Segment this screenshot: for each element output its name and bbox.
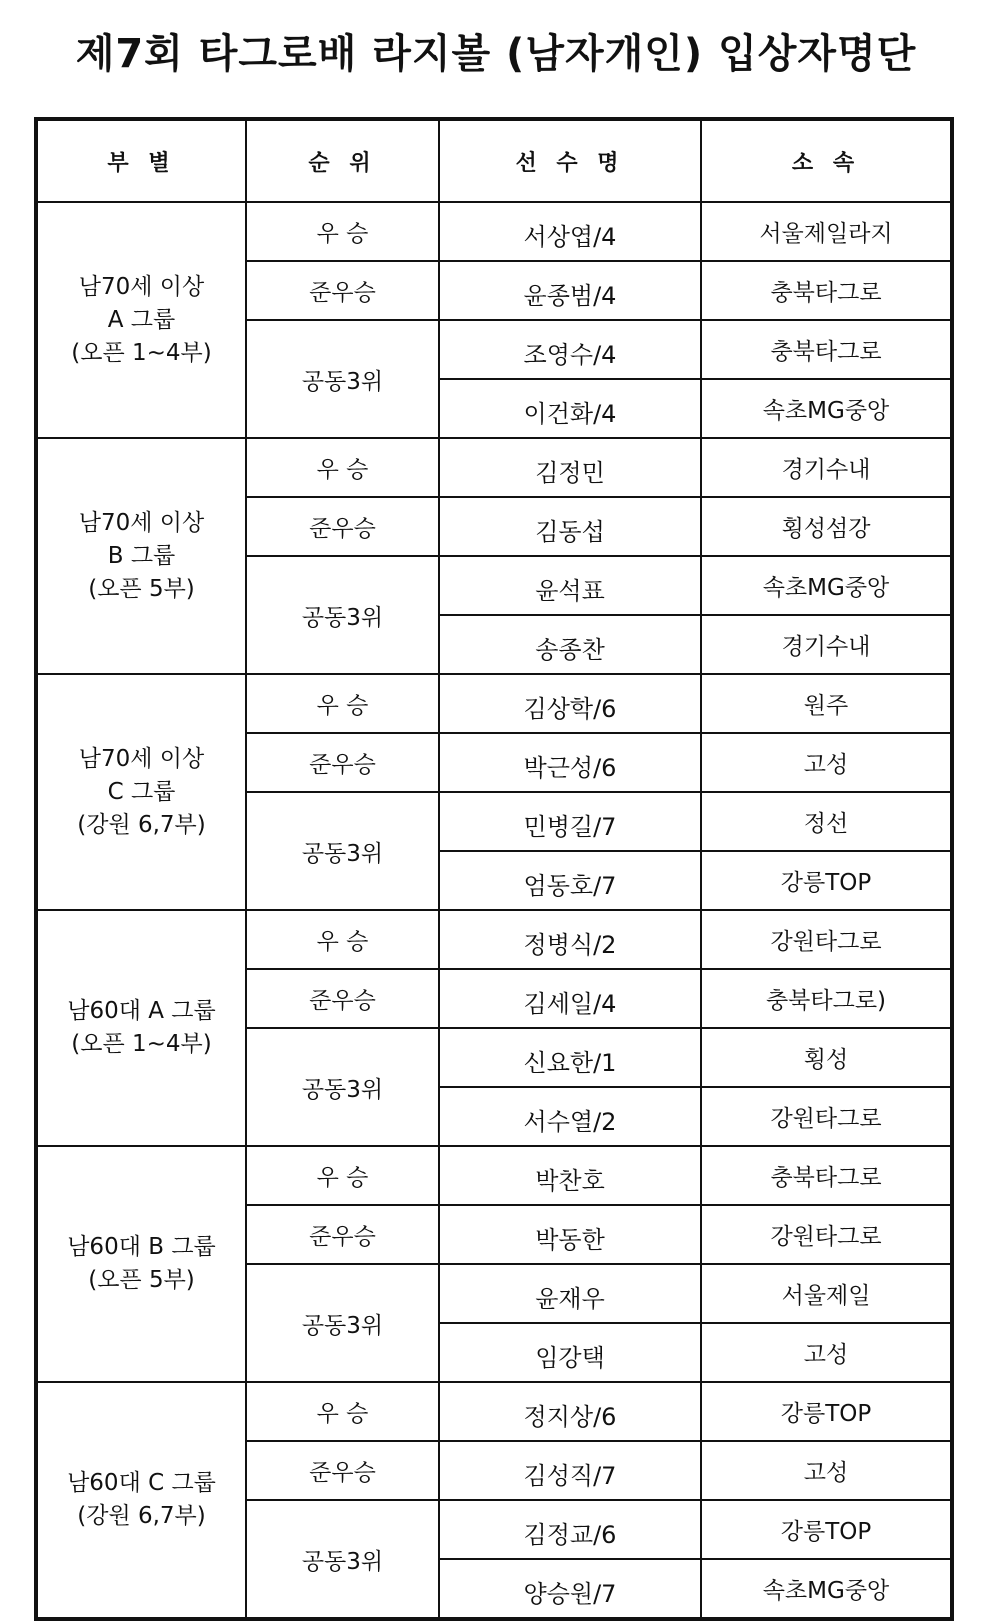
player-name-cell: 조영수/4 <box>439 320 701 379</box>
player-name-cell: 정병식/2 <box>439 910 701 969</box>
rank-cell: 우 승 <box>246 202 439 261</box>
table-row <box>36 438 952 497</box>
club-cell: 횡성 <box>701 1028 952 1087</box>
division-cell <box>36 910 246 1146</box>
division-line: C 그룹 <box>107 778 176 805</box>
player-name-cell: 박근성/6 <box>439 733 701 792</box>
table-row <box>36 910 952 969</box>
club-cell: 경기수내 <box>701 438 952 497</box>
rank-cell: 우 승 <box>246 1382 439 1441</box>
club-cell: 고성 <box>701 733 952 792</box>
header-division: 부 별 <box>36 119 246 202</box>
division-line: (강원 6,7부) <box>77 811 206 838</box>
player-name-cell: 송종찬 <box>439 615 701 674</box>
club-cell: 충북타그로) <box>701 969 952 1028</box>
header-player: 선 수 명 <box>439 119 701 202</box>
table-row <box>36 202 952 261</box>
player-name-cell: 김상학/6 <box>439 674 701 733</box>
division-cell <box>36 674 246 910</box>
player-name-cell: 김성직/7 <box>439 1441 701 1500</box>
page-title: 제7회 타그로배 라지볼 (남자개인) 입상자명단 <box>75 31 917 77</box>
table-row <box>36 1146 952 1205</box>
club-cell: 원주 <box>701 674 952 733</box>
player-name-cell: 신요한/1 <box>439 1028 701 1087</box>
player-name-cell: 정지상/6 <box>439 1382 701 1441</box>
division-line: B 그룹 <box>107 542 176 569</box>
club-cell: 속초MG중앙 <box>701 556 952 615</box>
club-cell: 강원타그로 <box>701 1087 952 1146</box>
rank-cell: 공동3위 <box>246 1264 439 1382</box>
division-line: (오픈 1~4부) <box>71 1031 212 1057</box>
club-cell: 경기수내 <box>701 615 952 674</box>
division-line: 남60대 C 그룹 <box>67 1470 216 1496</box>
club-cell: 속초MG중앙 <box>701 379 952 438</box>
player-name-cell: 김동섭 <box>439 497 701 556</box>
club-cell: 서울제일라지 <box>701 202 952 261</box>
rank-cell: 준우승 <box>246 497 439 556</box>
rank-cell: 준우승 <box>246 969 439 1028</box>
player-name-cell: 박동한 <box>439 1205 701 1264</box>
club-cell: 강원타그로 <box>701 910 952 969</box>
club-cell: 강원타그로 <box>701 1205 952 1264</box>
rank-cell: 공동3위 <box>246 320 439 438</box>
club-cell: 횡성섬강 <box>701 497 952 556</box>
rank-cell: 우 승 <box>246 910 439 969</box>
player-name-cell: 김정교/6 <box>439 1500 701 1559</box>
player-name-cell: 엄동호/7 <box>439 851 701 910</box>
rank-cell: 공동3위 <box>246 1028 439 1146</box>
header-club: 소 속 <box>701 119 952 202</box>
player-name-cell: 서상엽/4 <box>439 202 701 261</box>
division-cell <box>36 438 246 674</box>
division-line: (오픈 5부) <box>88 575 195 602</box>
club-cell: 서울제일 <box>701 1264 952 1323</box>
player-name-cell: 서수열/2 <box>439 1087 701 1146</box>
division-line: 남70세 이상 <box>78 273 205 300</box>
table-row <box>36 1382 952 1441</box>
division-line: (오픈 5부) <box>88 1267 195 1293</box>
player-name-cell: 김정민 <box>439 438 701 497</box>
division-cell <box>36 1382 246 1619</box>
player-name-cell: 양승원/7 <box>439 1559 701 1619</box>
division-line: 남70세 이상 <box>78 509 205 536</box>
rank-cell: 준우승 <box>246 261 439 320</box>
header-rank: 순 위 <box>246 119 439 202</box>
table-row <box>36 674 952 733</box>
winners-table <box>34 117 954 1621</box>
club-cell: 고성 <box>701 1441 952 1500</box>
club-cell: 속초MG중앙 <box>701 1559 952 1619</box>
club-cell: 정선 <box>701 792 952 851</box>
rank-cell: 우 승 <box>246 438 439 497</box>
rank-cell: 공동3위 <box>246 792 439 910</box>
player-name-cell: 윤재우 <box>439 1264 701 1323</box>
player-name-cell: 윤종범/4 <box>439 261 701 320</box>
division-line: (강원 6,7부) <box>77 1503 206 1529</box>
club-cell: 강릉TOP <box>701 1500 952 1559</box>
rank-cell: 준우승 <box>246 733 439 792</box>
club-cell: 충북타그로 <box>701 320 952 379</box>
club-cell: 충북타그로 <box>701 1146 952 1205</box>
division-cell <box>36 202 246 438</box>
table-body <box>36 202 952 1619</box>
club-cell: 강릉TOP <box>701 1382 952 1441</box>
rank-cell: 준우승 <box>246 1441 439 1500</box>
division-line: A 그룹 <box>107 306 176 333</box>
rank-cell: 우 승 <box>246 1146 439 1205</box>
player-name-cell: 이건화/4 <box>439 379 701 438</box>
rank-cell: 공동3위 <box>246 1500 439 1619</box>
rank-cell: 우 승 <box>246 674 439 733</box>
player-name-cell: 민병길/7 <box>439 792 701 851</box>
header-row <box>36 119 952 202</box>
division-line: 남60대 A 그룹 <box>67 998 216 1024</box>
club-cell: 고성 <box>701 1323 952 1382</box>
player-name-cell: 박찬호 <box>439 1146 701 1205</box>
division-line: 남60대 B 그룹 <box>67 1234 216 1260</box>
club-cell: 강릉TOP <box>701 851 952 910</box>
player-name-cell: 김세일/4 <box>439 969 701 1028</box>
club-cell: 충북타그로 <box>701 261 952 320</box>
rank-cell: 준우승 <box>246 1205 439 1264</box>
division-cell <box>36 1146 246 1382</box>
player-name-cell: 임강택 <box>439 1323 701 1382</box>
rank-cell: 공동3위 <box>246 556 439 674</box>
division-line: (오픈 1~4부) <box>71 339 212 366</box>
division-line: 남70세 이상 <box>78 745 205 772</box>
player-name-cell: 윤석표 <box>439 556 701 615</box>
